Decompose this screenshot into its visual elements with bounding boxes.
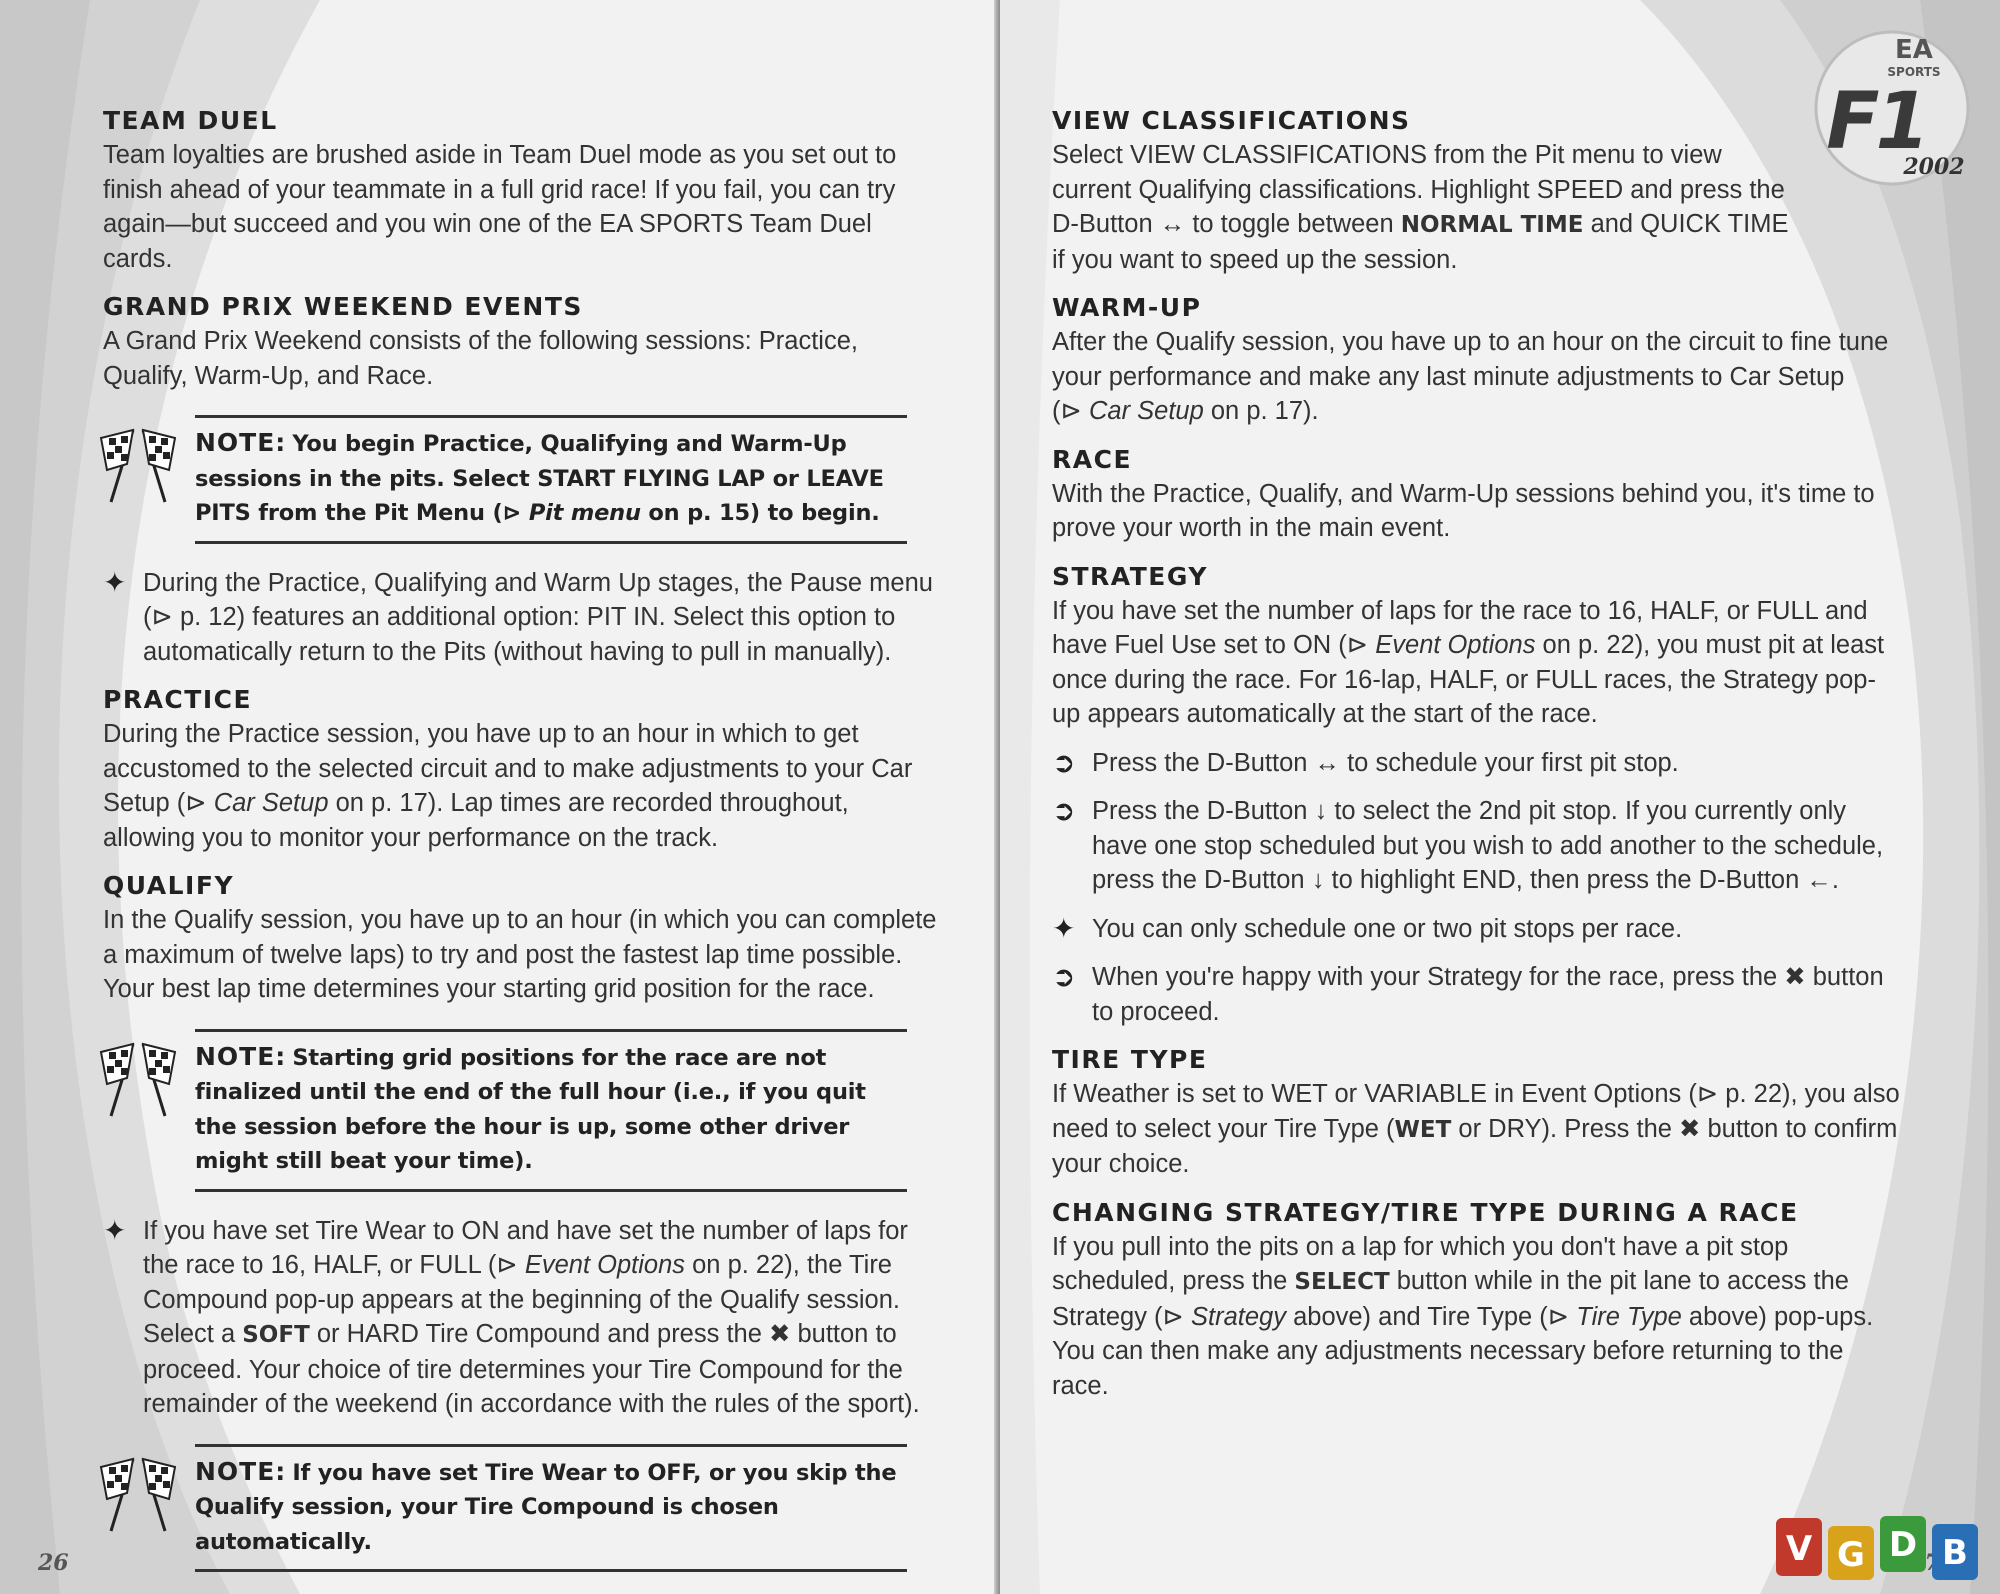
diamond-bullet-icon: ✦ bbox=[1052, 911, 1076, 945]
heading-race: RACE bbox=[1052, 444, 1133, 474]
svg-text:V: V bbox=[1785, 1529, 1813, 1569]
heading-tire-type: TIRE TYPE bbox=[1052, 1045, 1208, 1074]
heading-strategy: STRATEGY bbox=[1052, 561, 1208, 591]
changing-strategy-text: If you pull into the pits on a lap for which you don't have a pit stop scheduled, press the SELECT button while in the pit lane to access the Strategy (⊳ Strategy above) and Tire Type (⊳ Tire Type above) pop-ups. You can then make any adjustments necessary before returning to the race. bbox=[1052, 1232, 1874, 1400]
practice-text: During the Practice session, you have up to an hour in which to get accustomed to the selected circuit and to make adjustments to your Car Setup (⊳ Car Setup on p. 17). Lap times are recorded throughout, allowing you to monitor your performance on the track. bbox=[103, 720, 913, 852]
team-duel-text: Team loyalties are brushed aside in Team Duel mode as you set out to finish ahead of your teammate in a full grid race! If you fail, you can try again—but succeed and you win one of the EA SPORTS Team Duel cards. bbox=[103, 141, 897, 273]
view-classifications-text: Select VIEW CLASSIFICATIONS from the Pit menu to view current Qualifying classifications. Highlight SPEED and press the D-Button ↔ to toggle between NORMAL TIME and QUICK TIME if you want to speed up the session. bbox=[1052, 141, 1789, 274]
checkered-flags-icon bbox=[97, 1038, 179, 1120]
svg-text:2002: 2002 bbox=[1903, 154, 1965, 180]
note-box-tire-wear: NOTE: If you have set Tire Wear to OFF, or you skip the Qualify session, your Tire Compound is chosen automatically. bbox=[195, 1444, 907, 1573]
qualify-text: In the Qualify session, you have up to an hour (in which you can complete a maximum of twelve laps) to try and post the fastest lap time possible. Your best lap time determines your starting grid position for the race. bbox=[103, 906, 937, 1003]
race-text: With the Practice, Qualify, and Warm-Up sessions behind you, it's time to prove your worth in the main event. bbox=[1052, 479, 1875, 542]
svg-text:SPORTS: SPORTS bbox=[1887, 65, 1941, 79]
heading-practice: PRACTICE bbox=[103, 685, 253, 714]
step-arrow-icon: ➲ bbox=[1052, 794, 1076, 827]
note-label: NOTE: bbox=[195, 428, 287, 457]
svg-text:F1: F1 bbox=[1826, 77, 1926, 167]
step-first-pit-stop: ➲ Press the D-Button ↔ to schedule your first pit stop. bbox=[1052, 745, 1679, 779]
ref-pit-menu: Pit menu bbox=[528, 500, 641, 526]
bullet-tire-compound: ✦ If you have set Tire Wear to ON and have set the number of laps for the race to 16, HALF, or FULL (⊳ Event Options on p. 22), the Tire Compound pop-up appears at the beginning of the Qualify session. Select a SOFT or HARD Tire Compound and press the ✖ button to proceed. Your choice of tire determines your Tire Compound for the remainder of the weekend (in accordance with the rules of the sport). bbox=[103, 1213, 920, 1418]
note-label: NOTE: bbox=[195, 1456, 287, 1486]
bullet-pit-in: ✦ During the Practice, Qualifying and Warm Up stages, the Pause menu (⊳ p. 12) features an additional option: PIT IN. Select this option to automatically return to the Pits (without having to pull in manually). bbox=[103, 565, 933, 666]
heading-team-duel: TEAM DUEL bbox=[103, 106, 278, 135]
note-label: NOTE: bbox=[195, 1041, 287, 1071]
note-box-grid: NOTE: Starting grid positions for the race are not finalized until the end of the full hour (i.e., if you quit the session before the hour is up, some other driver might still beat your time). bbox=[195, 1029, 907, 1192]
right-page bbox=[1000, 0, 2000, 1594]
diamond-bullet-icon: ✦ bbox=[103, 1213, 127, 1247]
svg-text:D: D bbox=[1888, 1525, 1918, 1565]
svg-text:B: B bbox=[1942, 1533, 1968, 1573]
left-page bbox=[0, 0, 996, 1594]
page-number-left: 26 bbox=[38, 1550, 69, 1576]
heading-gp-weekend: GRAND PRIX WEEKEND EVENTS bbox=[103, 292, 583, 321]
left-column bbox=[103, 104, 943, 1572]
tire-type-text: If Weather is set to WET or VARIABLE in Event Options (⊳ p. 22), you also need to select your Tire Type (WET or DRY). Press the ✖ button to confirm your choice. bbox=[1052, 1080, 1900, 1178]
heading-qualify: QUALIFY bbox=[103, 871, 235, 900]
diamond-bullet-icon: ✦ bbox=[103, 565, 127, 599]
svg-text:G: G bbox=[1837, 1535, 1865, 1575]
checkered-flags-icon bbox=[97, 424, 179, 506]
warm-up-text: After the Qualify session, you have up to an hour on the circuit to fine tune your performance and make any last minute adjustments to Car Setup (⊳ Car Setup on p. 17). bbox=[1052, 328, 1889, 425]
ea-sports-f1-2002-logo bbox=[1764, 28, 1988, 188]
heading-view-classifications: VIEW CLASSIFICATIONS bbox=[1052, 106, 1411, 135]
right-column bbox=[1052, 104, 1902, 1403]
bullet-pit-stops-limit: ✦ You can only schedule one or two pit stops per race. bbox=[1052, 911, 1683, 945]
step-proceed: ➲ When you're happy with your Strategy for the race, press the ✖ button to proceed. bbox=[1052, 960, 1884, 1026]
gp-weekend-text: A Grand Prix Weekend consists of the following sessions: Practice, Qualify, Warm-Up, and Race. bbox=[103, 327, 858, 390]
step-arrow-icon: ➲ bbox=[1052, 745, 1076, 779]
left-right-arrow-icon: ↔ bbox=[1159, 210, 1186, 238]
x-button-icon: ✖ bbox=[769, 1320, 791, 1348]
svg-text:EA: EA bbox=[1895, 35, 1933, 65]
vgdb-watermark-logo bbox=[1776, 1512, 1978, 1584]
heading-warm-up: WARM-UP bbox=[1052, 293, 1202, 322]
heading-changing-strategy: CHANGING STRATEGY/TIRE TYPE DURING A RACE bbox=[1052, 1197, 1799, 1227]
step-arrow-icon: ➲ bbox=[1052, 960, 1076, 993]
strategy-text: If you have set the number of laps for the race to 16, HALF, or FULL and have Fuel Use set to ON (⊳ Event Options on p. 22), you must pit at least once during the race. For 16-lap, HALF, or FULL races, the Strategy pop-up appears automatically at the start of the race. bbox=[1052, 596, 1885, 728]
step-second-pit-stop: ➲ Press the D-Button ↓ to select the 2nd pit stop. If you currently only have one stop scheduled but you wish to add another to the schedule, press the D-Button ↓ to highlight END, then press the D-Button ←. bbox=[1052, 794, 1884, 894]
note-box-pits: NOTE: You begin Practice, Qualifying and Warm-Up sessions in the pits. Select START FLYING LAP or LEAVE PITS from the Pit Menu (⊳ Pit menu on p. 15) to begin. bbox=[195, 415, 907, 544]
checkered-flags-icon bbox=[97, 1453, 179, 1535]
